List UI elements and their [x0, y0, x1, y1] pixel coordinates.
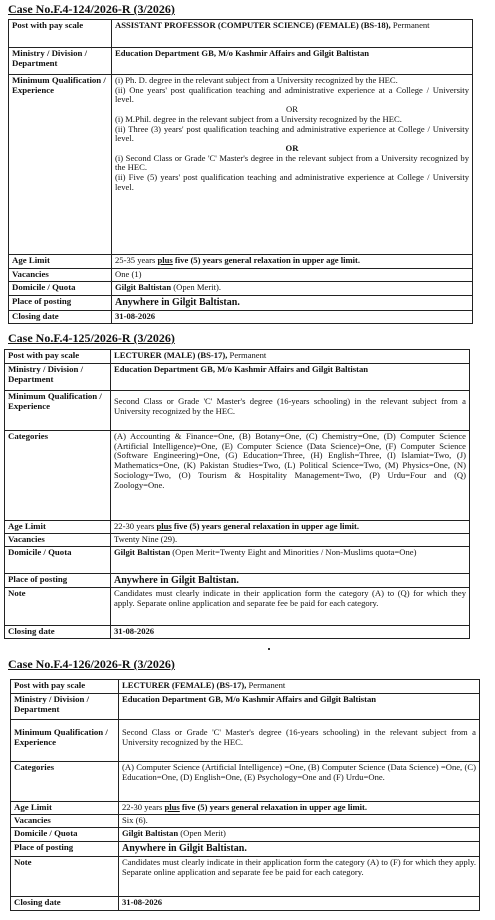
qualification-line: (i) Second Class or Grade 'C' Master's degree in the relevant subject from a University recognized by the HEC.: [115, 152, 469, 173]
post-label: Post with pay scale: [5, 350, 111, 364]
case-3-title: Case No.F.4-126/2026-R (3/2026): [8, 657, 175, 671]
age-relaxation: five (5) years general relaxation in upper age limit.: [179, 802, 368, 812]
vacancies-value: Six (6).: [119, 815, 480, 828]
closing-label: Closing date: [11, 897, 119, 911]
posting-value: Anywhere in Gilgit Baltistan.: [112, 296, 473, 311]
qualification-row: [9, 75, 473, 255]
or-separator: OR: [285, 142, 299, 153]
posting-row: [5, 573, 470, 587]
ministry-row: [11, 694, 480, 720]
posting-label: Place of posting: [9, 296, 112, 311]
age-row: [5, 521, 470, 534]
categories-label: Categories: [5, 431, 111, 521]
qualification-value: [112, 75, 473, 255]
closing-label: Closing date: [9, 311, 112, 324]
domicile-region: Gilgit Baltistan: [115, 282, 172, 292]
case-1-title: Case No.F.4-124/2026-R (3/2026): [8, 2, 175, 16]
age-range: 25-35 years: [115, 255, 158, 265]
post-value: [111, 350, 470, 364]
categories-row: [11, 762, 480, 802]
vacancies-row: [5, 534, 470, 547]
closing-value: 31-08-2026: [112, 311, 473, 324]
ministry-value: Education Department GB, M/o Kashmir Affairs and Gilgit Baltistan: [112, 48, 473, 75]
qualification-value: Second Class or Grade 'C' Master's degree (16-years schooling) in the relevant subject from a University recognized by the HEC.: [111, 391, 470, 431]
qualification-line: (ii) One years' post qualification teaching and administrative experience at a College / University level.: [115, 84, 469, 105]
note-label: Note: [5, 588, 111, 626]
domicile-row: [9, 282, 473, 296]
closing-label: Closing date: [5, 626, 111, 639]
post-title: LECTURER (FEMALE) (BS-17),: [122, 680, 247, 690]
vacancies-row: [9, 269, 473, 282]
post-value: [112, 20, 473, 48]
qualification-line: (i) M.Phil. degree in the relevant subject from a University recognized by the HEC.: [115, 113, 402, 124]
vacancies-row: [11, 815, 480, 828]
closing-value: 31-08-2026: [119, 897, 480, 911]
vacancies-label: Vacancies: [11, 815, 119, 828]
domicile-label: Domicile / Quota: [9, 282, 112, 296]
or-separator: OR: [286, 104, 298, 115]
domicile-value: [119, 828, 480, 842]
post-title: LECTURER (MALE) (BS-17),: [114, 350, 228, 360]
ministry-label: Ministry / Division / Department: [9, 48, 112, 75]
post-label: Post with pay scale: [11, 680, 119, 694]
scan-speck: [268, 648, 270, 650]
posting-value: Anywhere in Gilgit Baltistan.: [111, 573, 470, 587]
domicile-region: Gilgit Baltistan: [122, 828, 179, 838]
domicile-row: [11, 828, 480, 842]
qualification-label: Minimum Qualification / Experience: [11, 720, 119, 762]
qualification-label: Minimum Qualification / Experience: [5, 391, 111, 431]
domicile-value: [111, 546, 470, 573]
qualification-value: Second Class or Grade 'C' Master's degree (16-years schooling) in the relevant subject from a University recognized by the HEC.: [119, 720, 480, 762]
note-label: Note: [11, 857, 119, 897]
vacancies-value: Twenty Nine (29).: [111, 534, 470, 547]
domicile-region: Gilgit Baltistan: [114, 546, 171, 557]
age-label: Age Limit: [5, 521, 111, 534]
closing-row: [5, 626, 470, 639]
domicile-quota: (Open Merit).: [171, 282, 221, 292]
ministry-value: Education Department GB, M/o Kashmir Affairs and Gilgit Baltistan: [119, 694, 480, 720]
ministry-label: Ministry / Division / Department: [11, 694, 119, 720]
qualification-row: [5, 391, 470, 431]
post-row: [11, 680, 480, 694]
post-title: ASSISTANT PROFESSOR (COMPUTER SCIENCE) (FEMALE) (BS-18),: [115, 20, 391, 30]
post-label: Post with pay scale: [9, 20, 112, 48]
ministry-label: Ministry / Division / Department: [5, 364, 111, 391]
categories-label: Categories: [11, 762, 119, 802]
note-value: Candidates must clearly indicate in their application form the category (A) to (F) for which they apply. Separate online application and separate fee be paid for each category.: [119, 857, 480, 897]
age-row: [9, 255, 473, 269]
case-1-table: [8, 19, 473, 324]
age-plus: plus: [156, 521, 172, 531]
age-value: [111, 521, 470, 534]
case-2-table: [4, 349, 470, 639]
domicile-quota: (Open Merit): [178, 828, 226, 838]
age-range: 22-30 years: [114, 521, 157, 531]
categories-value: (A) Computer Science (Artificial Intelligence) =One, (B) Computer Science (Data Science) =One, (C) Education=One, (D) English=One, (E) Psychology=One and (F) Urdu=One.: [119, 762, 480, 802]
domicile-quota: (Open Merit=Twenty Eight and Minorities / Non-Muslims quota=One): [170, 546, 417, 557]
domicile-label: Domicile / Quota: [11, 828, 119, 842]
posting-label: Place of posting: [5, 573, 111, 587]
post-status: Permanent: [227, 350, 267, 360]
age-value: [112, 255, 473, 269]
post-status: Permanent: [390, 20, 430, 30]
closing-value: 31-08-2026: [111, 626, 470, 639]
posting-row: [11, 842, 480, 857]
age-row: [11, 802, 480, 815]
note-row: [11, 857, 480, 897]
case-2-title: Case No.F.4-125/2026-R (3/2026): [8, 331, 175, 345]
age-plus: plus: [157, 255, 173, 265]
age-relaxation: five (5) years general relaxation in upper age limit.: [172, 255, 361, 265]
post-status: Permanent: [246, 680, 286, 690]
vacancies-value: One (1): [112, 269, 473, 282]
qualification-line: (i) Ph. D. degree in the relevant subject from a University recognized by the HEC.: [115, 75, 398, 85]
ministry-value: Education Department GB, M/o Kashmir Affairs and Gilgit Baltistan: [111, 364, 470, 391]
categories-value: (A) Accounting & Finance=One, (B) Botany=One, (C) Chemistry=One, (D) Computer Science (Artificial Intelligence)=One, (E) Computer Science (Data Science)=One, (F) Computer Science (Software Engineering)=One, (G) Education=Three, (H) English=Three, (I) Islamiat=Two, (J) Mathematics=One, (K) Pakistan Studies=Two, (L) Political Science=Two, (M) Physics=One, (N) Sociology=Two, (O) Tourism & Hospitality Management=Two, (P) Urdu=Four and (Q) Zoology=One.: [111, 431, 470, 521]
posting-label: Place of posting: [11, 842, 119, 857]
age-relaxation: five (5) years general relaxation in upper age limit.: [171, 521, 360, 531]
age-label: Age Limit: [9, 255, 112, 269]
categories-row: [5, 431, 470, 521]
vacancies-label: Vacancies: [9, 269, 112, 282]
ministry-row: [9, 48, 473, 75]
note-value: Candidates must clearly indicate in their application form the category (A) to (Q) for which they apply. Separate online application and separate fee be paid for each category.: [111, 588, 470, 626]
post-value: [119, 680, 480, 694]
posting-value: Anywhere in Gilgit Baltistan.: [119, 842, 480, 857]
age-range: 22-30 years: [122, 802, 165, 812]
domicile-row: [5, 546, 470, 573]
post-row: [5, 350, 470, 364]
qualification-row: [11, 720, 480, 762]
age-plus: plus: [164, 802, 180, 812]
vacancies-label: Vacancies: [5, 534, 111, 547]
note-row: [5, 588, 470, 626]
age-value: [119, 802, 480, 815]
post-row: [9, 20, 473, 48]
domicile-value: [112, 282, 473, 296]
case-3-table: [10, 679, 480, 911]
closing-row: [11, 897, 480, 911]
domicile-label: Domicile / Quota: [5, 546, 111, 573]
qualification-line: (ii) Three (3) years' post qualification teaching and administrative experience at College / University level.: [115, 123, 469, 144]
posting-row: [9, 296, 473, 311]
qualification-label: Minimum Qualification / Experience: [9, 75, 112, 255]
age-label: Age Limit: [11, 802, 119, 815]
closing-row: [9, 311, 473, 324]
qualification-line: (ii) Five (5) years' post qualification teaching and administrative experience at College / University level.: [115, 172, 469, 192]
ministry-row: [5, 364, 470, 391]
